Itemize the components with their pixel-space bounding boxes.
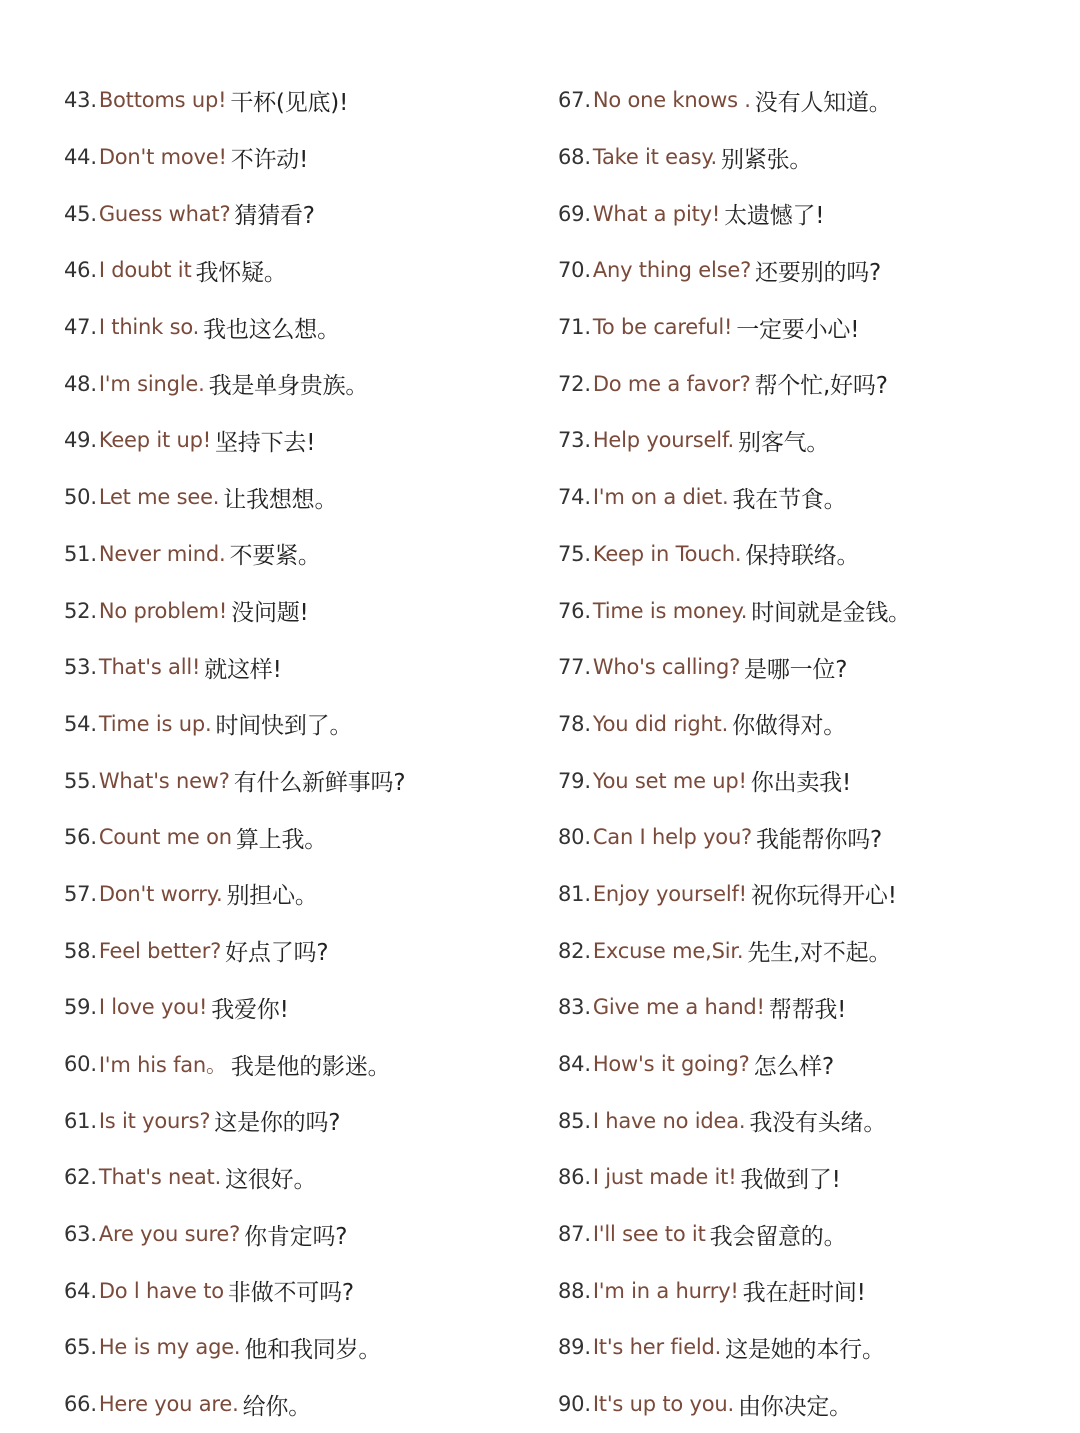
phrase-number: 48. <box>64 371 97 396</box>
phrase-entry <box>64 1206 405 1263</box>
phrase-chinese: 我做到了! <box>740 1166 841 1193</box>
phrase-number: 59. <box>64 995 97 1020</box>
phrase-chinese: 一定要小心! <box>736 316 860 343</box>
phrase-number: 78. <box>558 711 591 736</box>
phrase-number: 57. <box>64 881 97 906</box>
phrase-chinese: 怎么样? <box>753 1053 834 1080</box>
phrase-number: 81. <box>558 881 591 906</box>
phrase-english: Keep it up! <box>98 428 211 453</box>
phrase-english: It's up to you. <box>592 1392 734 1417</box>
phrase-number: 66. <box>64 1392 97 1417</box>
phrase-number: 69. <box>558 201 591 226</box>
phrase-english: You set me up! <box>592 768 747 793</box>
phrase-english: Don't move! <box>98 145 227 170</box>
phrase-entry <box>64 809 405 866</box>
phrase-entry <box>558 1262 911 1319</box>
phrase-number: 61. <box>64 1108 97 1133</box>
phrase-number: 62. <box>64 1165 97 1190</box>
phrase-english: No problem! <box>98 598 228 623</box>
phrase-chinese: 我没有头绪。 <box>749 1110 887 1137</box>
phrase-chinese: 你出卖我! <box>750 770 851 797</box>
phrase-chinese: 我爱你! <box>211 996 289 1023</box>
phrase-entry <box>64 185 405 242</box>
phrase-chinese: 他和我同岁。 <box>244 1336 382 1363</box>
phrase-number: 80. <box>558 825 591 850</box>
phrase-english: I'm single. <box>98 371 205 396</box>
phrase-english: It's her field. <box>592 1335 722 1360</box>
phrase-number: 65. <box>64 1335 97 1360</box>
phrase-number: 68. <box>558 145 591 170</box>
phrase-number: 54. <box>64 711 97 736</box>
phrase-number: 53. <box>64 655 97 680</box>
phrase-chinese: 是哪一位? <box>744 656 848 683</box>
phrase-english: You did right. <box>592 711 729 736</box>
phrase-entry <box>558 1319 911 1376</box>
phrase-english: To be careful! <box>592 315 733 340</box>
phrase-english: Guess what? <box>98 201 231 226</box>
phrase-entry <box>64 866 405 923</box>
phrase-entry <box>64 1376 405 1433</box>
phrase-chinese: 这很好。 <box>225 1166 317 1193</box>
phrase-chinese: 不许动! <box>230 146 309 173</box>
phrase-english: I'm in a hurry! <box>592 1278 739 1303</box>
phrase-english: Help yourself. <box>592 428 735 453</box>
phrase-number: 72. <box>558 371 591 396</box>
phrase-english: Who's calling? <box>592 655 741 680</box>
phrase-chinese: 保持联络。 <box>745 543 860 570</box>
phrase-number: 63. <box>64 1222 97 1247</box>
phrase-number: 46. <box>64 258 97 283</box>
phrase-chinese: 没有人知道。 <box>754 89 892 116</box>
phrase-entry <box>64 299 405 356</box>
phrase-english: Count me on <box>98 825 232 850</box>
phrase-english: I doubt it <box>98 258 192 283</box>
phrase-chinese: 我怀疑。 <box>195 259 287 286</box>
phrase-english: I have no idea. <box>592 1108 746 1133</box>
phrase-chinese: 我在赶时间! <box>742 1280 866 1307</box>
phrase-chinese: 我会留意的。 <box>709 1223 847 1250</box>
phrase-entry <box>558 752 911 809</box>
phrase-number: 56. <box>64 825 97 850</box>
phrase-chinese: 帮帮我! <box>768 996 847 1023</box>
phrase-entry <box>64 355 405 412</box>
phrase-entry <box>64 1262 405 1319</box>
phrase-chinese: 我能帮你吗? <box>756 826 883 853</box>
phrase-english: Any thing else? <box>592 258 752 283</box>
phrase-number: 71. <box>558 315 591 340</box>
phrase-number: 75. <box>558 541 591 566</box>
phrase-english: Time is up. <box>98 711 212 736</box>
phrase-number: 50. <box>64 485 97 510</box>
phrase-entry <box>558 1092 911 1149</box>
phrase-english: Do l have to <box>98 1278 224 1303</box>
phrase-chinese: 别紧张。 <box>721 146 813 173</box>
phrase-chinese: 没问题! <box>231 600 309 627</box>
phrase-english: That's all! <box>98 655 201 680</box>
phrase-entry <box>558 412 911 469</box>
phrase-chinese: 太遗憾了! <box>724 203 825 230</box>
phrase-chinese: 这是她的本行。 <box>725 1336 885 1363</box>
phrase-chinese: 不要紧。 <box>229 543 321 570</box>
phrase-number: 82. <box>558 938 591 963</box>
phrase-number: 44. <box>64 145 97 170</box>
phrase-number: 70. <box>558 258 591 283</box>
phrase-entry <box>64 582 405 639</box>
phrase-entry <box>558 355 911 412</box>
phrase-chinese: 我是他的影迷。 <box>230 1053 391 1080</box>
phrase-number: 84. <box>558 1052 591 1077</box>
phrase-chinese: 我也这么想。 <box>203 316 340 343</box>
phrase-entry <box>558 469 911 526</box>
phrase-chinese: 猜猜看? <box>234 203 315 230</box>
phrase-english: Keep in Touch. <box>592 541 742 566</box>
phrase-chinese: 我在节食。 <box>732 486 847 513</box>
phrase-entry <box>64 469 405 526</box>
phrase-entry <box>64 242 405 299</box>
phrase-chinese: 算上我。 <box>235 826 328 853</box>
phrase-entry <box>558 1149 911 1206</box>
phrase-english: Is it yours? <box>98 1108 211 1133</box>
phrase-english: I love you! <box>98 995 208 1020</box>
phrase-english: Here you are. <box>98 1392 239 1417</box>
phrase-chinese: 别担心。 <box>226 883 318 910</box>
phrase-english: Don't worry. <box>98 881 223 906</box>
phrase-chinese: 干杯(见底)! <box>230 89 349 116</box>
phrase-entry <box>64 696 405 753</box>
phrase-chinese: 坚持下去! <box>215 429 316 456</box>
phrase-entry <box>558 866 911 923</box>
phrase-english: Give me a hand! <box>592 995 765 1020</box>
phrase-english: I'll see to it <box>592 1222 706 1247</box>
phrase-entry <box>558 185 911 242</box>
phrase-number: 45. <box>64 201 97 226</box>
phrase-number: 43. <box>64 88 97 113</box>
phrase-chinese: 帮个忙,好吗? <box>754 373 888 400</box>
phrase-english: Are you sure? <box>98 1222 241 1247</box>
phrase-english: No one knows . <box>592 88 751 113</box>
phrase-number: 52. <box>64 598 97 623</box>
phrase-english: I just made it! <box>592 1165 737 1190</box>
phrase-entry <box>558 1206 911 1263</box>
phrase-entry <box>558 809 911 866</box>
phrase-entry <box>64 752 405 809</box>
phrase-number: 67. <box>558 88 591 113</box>
phrase-english: Do me a favor? <box>592 371 751 396</box>
phrase-entry <box>558 129 911 186</box>
phrase-entry <box>558 72 911 129</box>
phrase-number: 90. <box>558 1392 591 1417</box>
phrase-english: Can I help you? <box>592 825 752 850</box>
phrase-entry <box>558 526 911 583</box>
phrase-number: 86. <box>558 1165 591 1190</box>
phrase-chinese: 给你。 <box>242 1393 311 1420</box>
phrase-english: He is my age. <box>98 1335 241 1360</box>
phrase-number: 64. <box>64 1278 97 1303</box>
phrase-entry <box>558 696 911 753</box>
phrase-number: 79. <box>558 768 591 793</box>
phrase-chinese: 好点了吗? <box>225 940 329 967</box>
phrase-english: Let me see. <box>98 485 220 510</box>
phrase-chinese: 别客气。 <box>738 429 830 456</box>
phrase-entry <box>64 639 405 696</box>
phrase-chinese: 我是单身贵族。 <box>208 373 369 400</box>
phrase-column-left <box>64 72 405 1433</box>
phrase-entry <box>64 1092 405 1149</box>
phrase-chinese: 这是你的吗? <box>214 1110 341 1137</box>
phrase-number: 76. <box>558 598 591 623</box>
phrase-english: Bottoms up! <box>98 88 227 113</box>
phrase-chinese: 就这样! <box>204 656 282 683</box>
phrase-number: 73. <box>558 428 591 453</box>
phrase-chinese: 先生,对不起。 <box>747 940 892 967</box>
phrase-english: Time is money. <box>592 598 748 623</box>
phrase-number: 85. <box>558 1108 591 1133</box>
phrase-entry <box>64 922 405 979</box>
phrase-chinese: 非做不可吗? <box>227 1280 354 1307</box>
phrase-number: 83. <box>558 995 591 1020</box>
phrase-english: Never mind. <box>98 541 226 566</box>
phrase-entry <box>64 979 405 1036</box>
phrase-entry <box>64 1149 405 1206</box>
phrase-english: I think so. <box>98 315 200 340</box>
phrase-number: 89. <box>558 1335 591 1360</box>
phrase-number: 88. <box>558 1278 591 1303</box>
phrase-entry <box>558 922 911 979</box>
phrase-number: 55. <box>64 768 97 793</box>
phrase-chinese: 时间就是金钱。 <box>751 600 911 627</box>
phrase-entry <box>64 72 405 129</box>
phrase-number: 58. <box>64 938 97 963</box>
phrase-number: 60. <box>64 1052 97 1077</box>
phrase-number: 47. <box>64 315 97 340</box>
phrase-english: I'm on a diet. <box>592 485 729 510</box>
phrase-entry <box>558 639 911 696</box>
phrase-entry <box>558 299 911 356</box>
phrase-column-right <box>558 72 911 1433</box>
phrase-english: Feel better? <box>98 938 222 963</box>
phrase-english: That's neat. <box>98 1165 222 1190</box>
phrase-chinese: 你做得对。 <box>732 713 847 740</box>
phrase-english: Excuse me,Sir. <box>592 938 744 963</box>
phrase-entry <box>64 1036 405 1093</box>
phrase-chinese: 还要别的吗? <box>755 259 882 286</box>
phrase-number: 77. <box>558 655 591 680</box>
phrase-entry <box>64 129 405 186</box>
phrase-entry <box>64 412 405 469</box>
phrase-chinese: 祝你玩得开心! <box>750 883 897 910</box>
phrase-entry <box>64 1319 405 1376</box>
phrase-english: What a pity! <box>592 201 721 226</box>
phrase-chinese: 让我想想。 <box>223 486 338 513</box>
phrase-chinese: 有什么新鲜事吗? <box>233 770 406 797</box>
phrase-chinese: 由你决定。 <box>737 1393 852 1420</box>
phrase-entry <box>558 242 911 299</box>
phrase-chinese: 你肯定吗? <box>244 1223 348 1250</box>
phrase-number: 49. <box>64 428 97 453</box>
phrase-entry <box>558 979 911 1036</box>
phrase-entry <box>558 582 911 639</box>
phrase-entry <box>64 526 405 583</box>
phrase-english: I'm his fan。 <box>98 1053 227 1078</box>
phrase-english: How's it going? <box>592 1052 750 1077</box>
phrase-number: 51. <box>64 541 97 566</box>
phrase-number: 87. <box>558 1222 591 1247</box>
phrase-chinese: 时间快到了。 <box>215 713 353 740</box>
phrase-english: Take it easy. <box>592 145 718 170</box>
phrase-english: Enjoy yourself! <box>592 881 747 906</box>
phrase-number: 74. <box>558 485 591 510</box>
phrase-english: What's new? <box>98 768 230 793</box>
phrase-entry <box>558 1036 911 1093</box>
phrase-entry <box>558 1376 911 1433</box>
